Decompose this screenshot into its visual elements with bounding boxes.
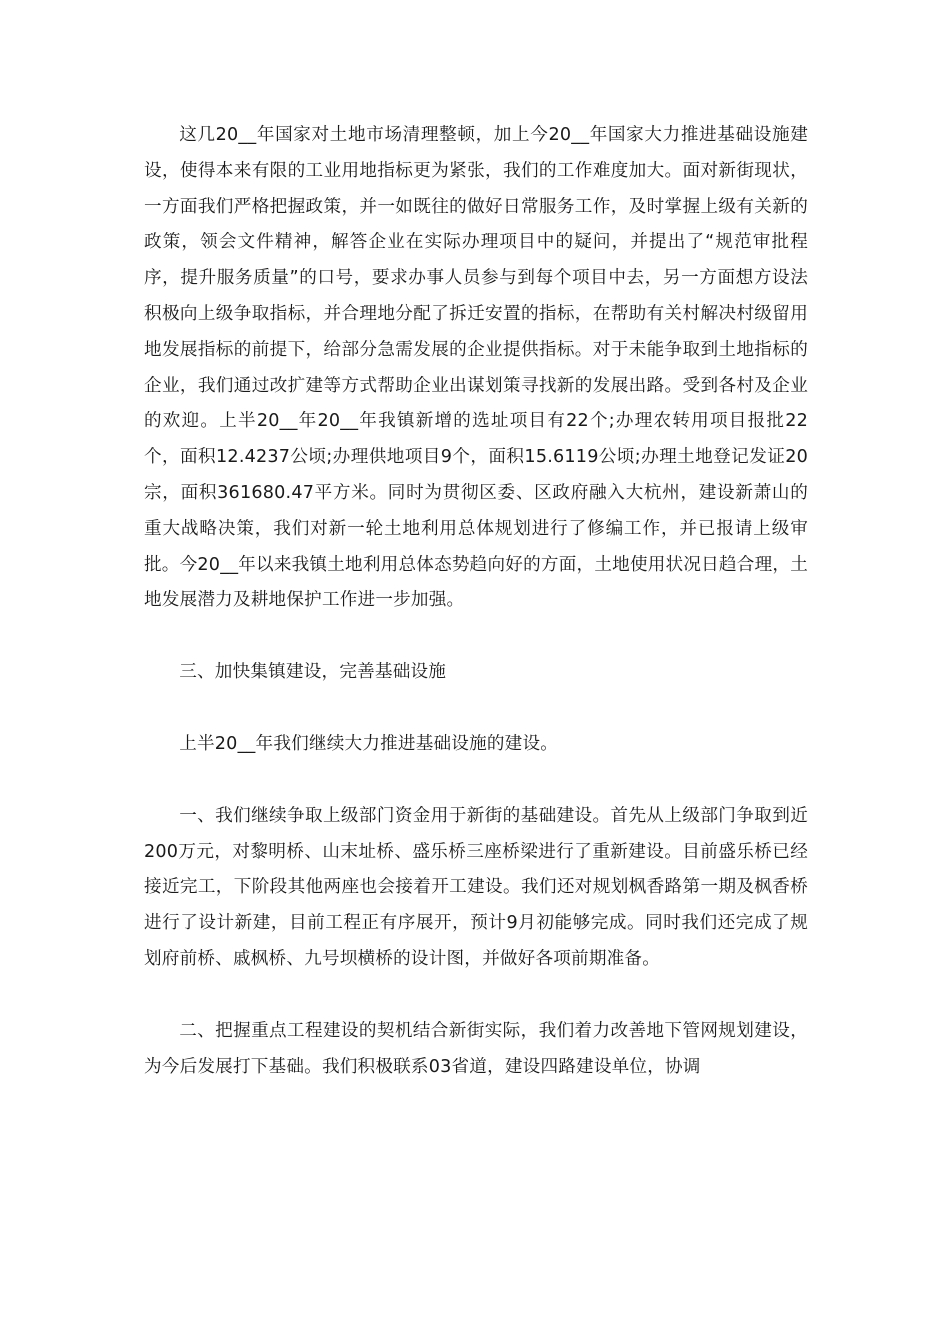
paragraph-spacer [144, 978, 808, 1014]
paragraph-bridge-funding: 一、我们继续争取上级部门资金用于新街的基础建设。首先从上级部门争取到近200万元，对黎明桥、山末址桥、盛乐桥三座桥梁进行了重新建设。目前盛乐桥已经接近完工，下阶段其他两座也会接着开工建设。我们还对规划枫香路第一期及枫香桥进行了设计新建，目前工程正有序展开，预计9月初能够完成。同时我们还完成了规划府前桥、戚枫桥、九号坝横桥的设计图，并做好各项前期准备。 [144, 805, 808, 969]
document-body [144, 118, 808, 1085]
paragraph-spacer [144, 619, 808, 655]
paragraph-spacer [144, 763, 808, 799]
paragraph-pipeline-network: 二、把握重点工程建设的契机结合新街实际，我们着力改善地下管网规划建设，为今后发展打下基础。我们积极联系03省道，建设四路建设单位，协调 [144, 1020, 808, 1077]
section-heading-town-construction: 三、加快集镇建设，完善基础设施 [179, 662, 447, 683]
paragraph-land-management: 这几20__年国家对土地市场清理整顿，加上今20__年国家大力推进基础设施建设，使得本来有限的工业用地指标更为紧张，我们的工作难度加大。面对新街现状，一方面我们严格把握政策，并一如既往的做好日常服务工作，及时掌握上级有关新的政策，领会文件精神，解答企业在实际办理项目中的疑问，并提出了“规范审批程序，提升服务质量”的口号，要求办事人员参与到每个项目中去，另一方面想方设法积极向上级争取指标，并合理地分配了拆迁安置的指标，在帮助有关村解决村级留用地发展指标的前提下，给部分急需发展的企业提供指标。对于未能争取到土地指标的企业，我们通过改扩建等方式帮助企业出谋划策寻找新的发展出路。受到各村及企业的欢迎。上半20__年20__年我镇新增的选址项目有22个;办理农转用项目报批22个，面积12.4237公顷;办理供地项目9个，面积15.6119公顷;办理土地登记发证20宗，面积361680.47平方米。同时为贯彻区委、区政府融入大杭州，建设新萧山的重大战略决策，我们对新一轮土地利用总体规划进行了修编工作，并已报请上级审批。今20__年以来我镇土地利用总体态势趋向好的方面，土地使用状况日趋合理，土地发展潜力及耕地保护工作进一步加强。 [144, 125, 808, 611]
paragraph-spacer [144, 691, 808, 727]
paragraph-infrastructure-intro: 上半20__年我们继续大力推进基础设施的建设。 [179, 733, 559, 754]
